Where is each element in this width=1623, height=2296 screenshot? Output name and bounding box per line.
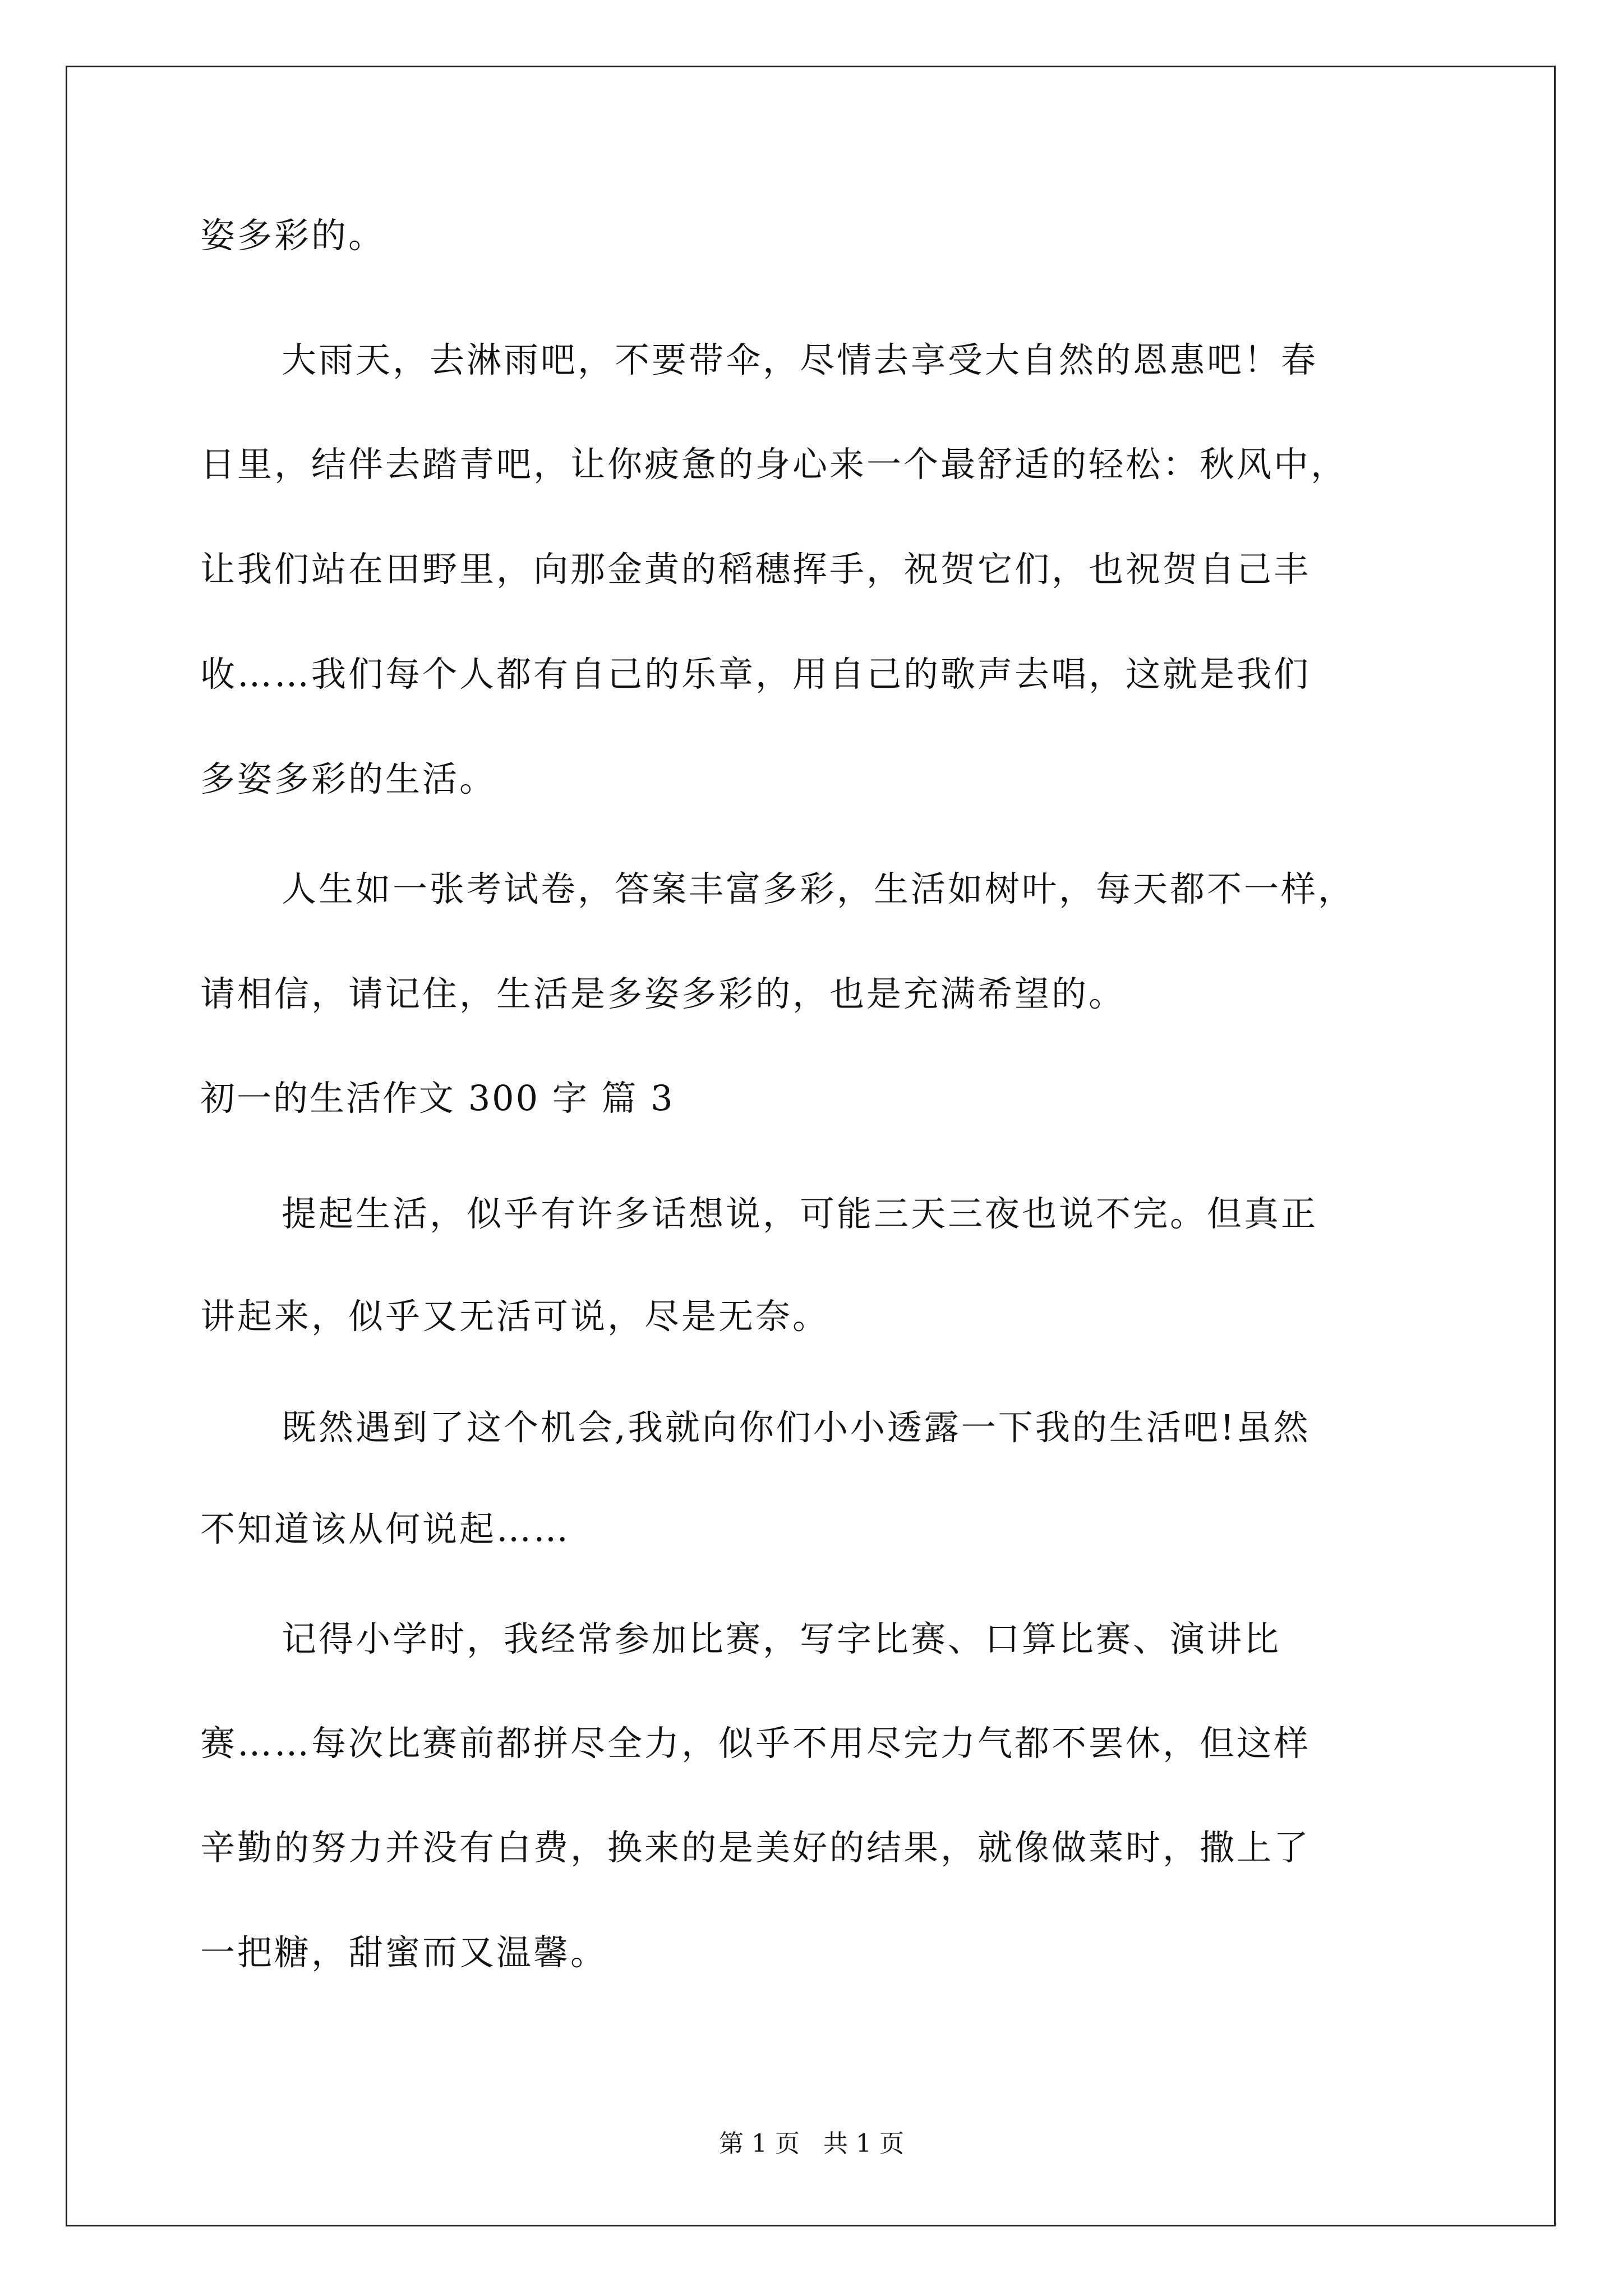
text-line: 不知道该从何说起…… (200, 1508, 571, 1549)
text-line: 收……我们每个人都有自己的乐章，用自己的歌声去唱，这就是我们 (200, 654, 1311, 694)
text-line: 多姿多彩的生活。 (200, 758, 497, 799)
paragraph-start: 人生如一张考试卷，答案丰富多彩，生活如树叶，每天都不一样， (282, 868, 1355, 909)
paragraph-start: 记得小学时，我经常参加比赛，写字比赛、口算比赛、演讲比 (282, 1618, 1281, 1659)
text-line: 一把糖，甜蜜而又温馨。 (200, 1932, 608, 1973)
page-border (66, 66, 1556, 2226)
text-line: 姿多彩的。 (200, 215, 386, 256)
paragraph-start: 既然遇到了这个机会,我就向你们小小透露一下我的生活吧!虽然 (282, 1407, 1311, 1448)
text-line: 赛……每次比赛前都拼尽全力，似乎不用尽完力气都不罢休，但这样 (200, 1723, 1311, 1764)
section-heading: 初一的生活作文 300 字 篇 3 (200, 1078, 675, 1119)
page-footer: 第 1 页 共 1 页 (719, 2129, 904, 2158)
text-line: 让我们站在田野里，向那金黄的稻穗挥手，祝贺它们，也祝贺自己丰 (200, 549, 1311, 590)
paragraph-start: 提起生活，似乎有许多话想说，可能三天三夜也说不完。但真正 (282, 1193, 1318, 1234)
text-line: 辛勤的努力并没有白费，换来的是美好的结果，就像做菜时，撒上了 (200, 1827, 1311, 1868)
text-line: 日里，结伴去踏青吧，让你疲惫的身心来一个最舒适的轻松：秋风中， (200, 444, 1348, 485)
text-line: 讲起来，似乎又无活可说，尽是无奈。 (200, 1296, 830, 1337)
paragraph-start: 大雨天，去淋雨吧，不要带伞，尽情去享受大自然的恩惠吧！春 (282, 339, 1318, 380)
text-line: 请相信，请记住，生活是多姿多彩的，也是充满希望的。 (200, 973, 1126, 1014)
